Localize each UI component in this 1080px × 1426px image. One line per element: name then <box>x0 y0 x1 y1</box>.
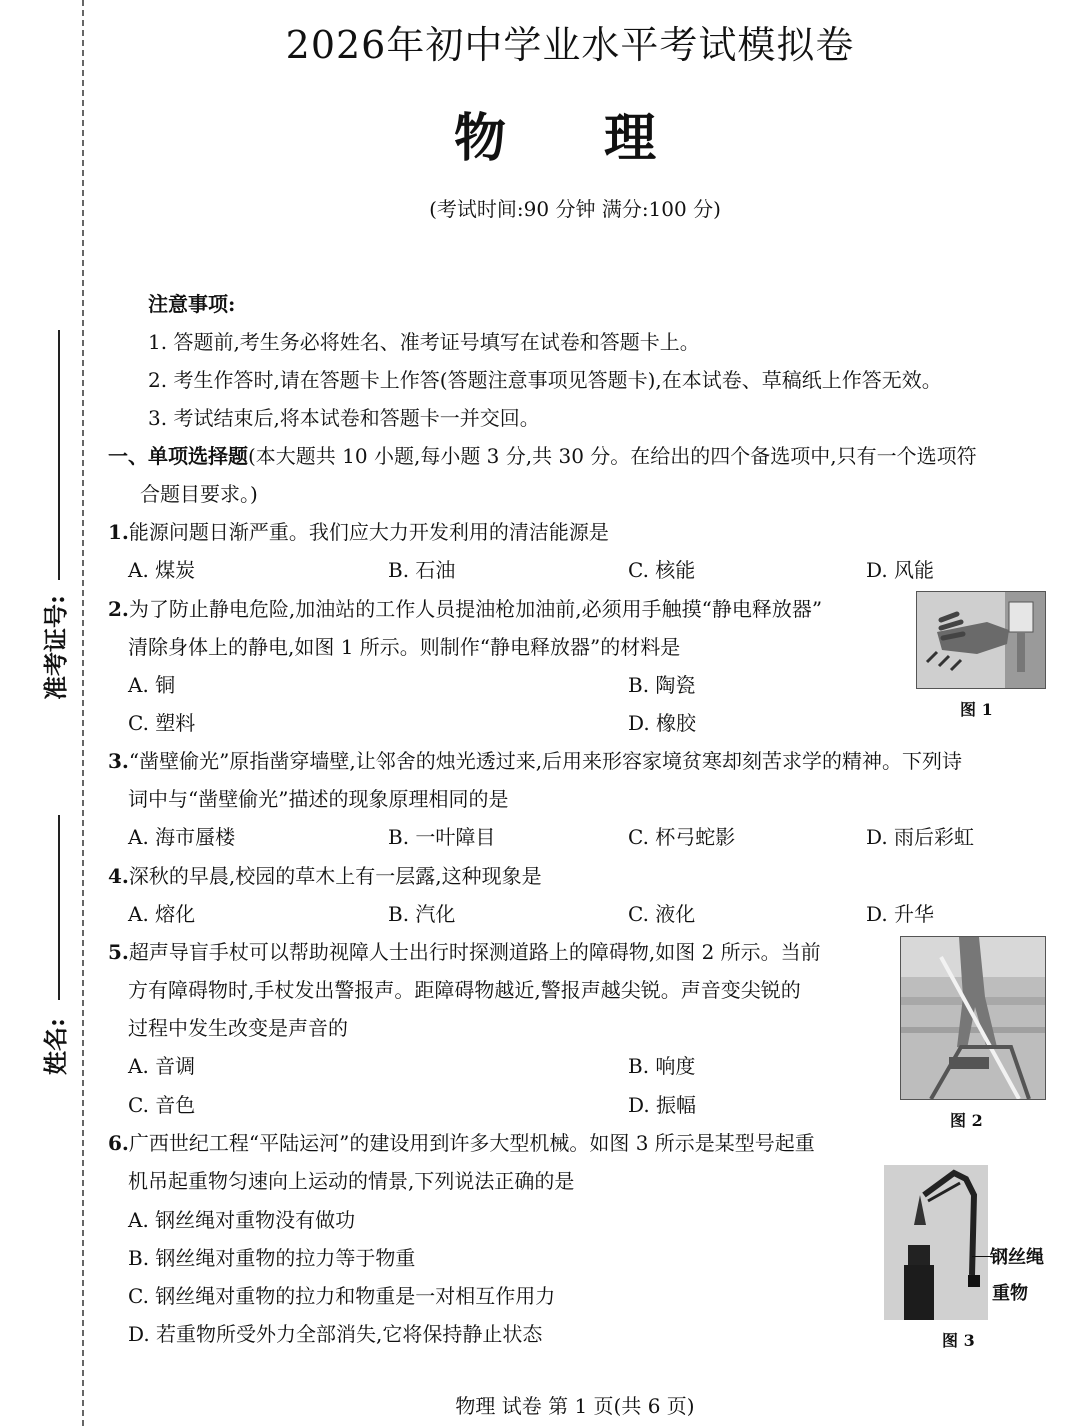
q1-option-b: B. 石油 <box>388 558 456 582</box>
question-number: 5. <box>108 940 129 964</box>
notice-heading: 注意事项: <box>148 292 236 316</box>
q1-option-c: C. 核能 <box>628 558 696 582</box>
q6-stem-cont: 机吊起重物匀速向上运动的情景,下列说法正确的是 <box>128 1169 575 1193</box>
figure-1-image <box>916 591 1046 689</box>
figure-2-image <box>900 936 1046 1100</box>
exam-title: 2026年初中学业水平考试模拟卷 <box>285 23 855 67</box>
question-stem: 广西世纪工程“平陆运河”的建设用到许多大型机械。如图 3 所示是某型号起重 <box>128 1131 815 1155</box>
q5-stem-cont-2: 过程中发生改变是声音的 <box>128 1016 348 1040</box>
question-stem: 为了防止静电危险,加油站的工作人员提油枪加油前,必须用手触摸“静电释放器” <box>128 597 823 621</box>
notice-item-3: 3. 考试结束后,将本试卷和答题卡一并交回。 <box>148 406 540 430</box>
question-number: 4. <box>108 864 129 888</box>
question-stem: 超声导盲手杖可以帮助视障人士出行时探测道路上的障碍物,如图 2 所示。当前 <box>128 940 821 964</box>
figure-2-caption: 图 2 <box>950 1111 983 1130</box>
section-description-cont: 合题目要求。) <box>140 482 258 506</box>
exam-info: (考试时间:90 分钟 满分:100 分) <box>429 197 721 221</box>
crane-lifting-weight-illustration <box>884 1165 988 1320</box>
q2-option-b: B. 陶瓷 <box>628 673 696 697</box>
question-3 <box>108 745 962 774</box>
q2-option-a: A. 铜 <box>128 673 176 697</box>
q1-option-d: D. 风能 <box>866 558 935 582</box>
q2-option-d: D. 橡胶 <box>628 711 697 735</box>
q4-option-c: C. 液化 <box>628 902 696 926</box>
name-label: 姓名: <box>41 1018 70 1075</box>
figure-3-caption: 图 3 <box>942 1331 975 1350</box>
q6-option-a: A. 钢丝绳对重物没有做功 <box>128 1208 356 1232</box>
q2-stem-cont: 清除身体上的静电,如图 1 所示。则制作“静电释放器”的材料是 <box>128 635 681 659</box>
id-number-label: 准考证号: <box>41 595 70 700</box>
q5-stem-cont-1: 方有障碍物时,手杖发出警报声。距障碍物越近,警报声越尖锐。声音变尖锐的 <box>128 978 801 1002</box>
q6-option-b: B. 钢丝绳对重物的拉力等于物重 <box>128 1246 416 1270</box>
q5-option-c: C. 音色 <box>128 1093 196 1117</box>
figure-3-label-weight: 重物 <box>992 1283 1028 1304</box>
rope-leader-line <box>972 1256 992 1257</box>
page-footer: 物理 试卷 第 1 页(共 6 页) <box>455 1394 695 1418</box>
question-4 <box>108 860 542 889</box>
q6-option-d: D. 若重物所受外力全部消失,它将保持静止状态 <box>128 1322 543 1346</box>
notice-item-2: 2. 考生作答时,请在答题卡上作答(答题注意事项见答题卡),在本试卷、草稿纸上作答无效。 <box>148 368 942 392</box>
question-stem: 能源问题日渐严重。我们应大力开发利用的清洁能源是 <box>128 520 609 544</box>
section-description: (本大题共 10 小题,每小题 3 分,共 30 分。在给出的四个备选项中,只有一个选项符 <box>248 444 977 468</box>
question-1 <box>108 516 609 545</box>
figure-3-image <box>884 1165 988 1320</box>
q3-option-d: D. 雨后彩虹 <box>866 825 975 849</box>
q3-stem-cont: 词中与“凿壁偷光”描述的现象原理相同的是 <box>128 787 509 811</box>
notice-item-1: 1. 答题前,考生务必将姓名、准考证号填写在试卷和答题卡上。 <box>148 330 700 354</box>
question-stem: 深秋的早晨,校园的草木上有一层露,这种现象是 <box>128 864 542 888</box>
id-number-write-line <box>58 330 60 580</box>
q1-option-a: A. 煤炭 <box>128 558 196 582</box>
q2-option-c: C. 塑料 <box>128 711 196 735</box>
question-5 <box>108 936 821 965</box>
q3-option-c: C. 杯弓蛇影 <box>628 825 736 849</box>
question-6 <box>108 1127 815 1156</box>
hand-touching-discharger-illustration <box>917 592 1045 688</box>
question-number: 1. <box>108 520 129 544</box>
question-stem: “凿壁偷光”原指凿穿墙壁,让邻舍的烛光透过来,后用来形容家境贫寒却刻苦求学的精神。下列诗 <box>128 749 963 773</box>
q5-option-a: A. 音调 <box>128 1054 196 1078</box>
subject-title: 物 理 <box>453 108 697 169</box>
q5-option-b: B. 响度 <box>628 1054 696 1078</box>
blind-cane-walking-illustration <box>901 937 1045 1099</box>
figure-1-caption: 图 1 <box>960 700 993 719</box>
q3-option-b: B. 一叶障目 <box>388 825 496 849</box>
question-number: 2. <box>108 597 129 621</box>
section-title: 一、单项选择题 <box>108 444 248 468</box>
q3-option-a: A. 海市蜃楼 <box>128 825 236 849</box>
question-number: 6. <box>108 1131 129 1155</box>
q4-option-d: D. 升华 <box>866 902 935 926</box>
question-number: 3. <box>108 749 129 773</box>
q5-option-d: D. 振幅 <box>628 1093 697 1117</box>
section-heading <box>108 440 977 469</box>
question-2 <box>108 593 822 622</box>
q4-option-a: A. 熔化 <box>128 902 196 926</box>
q4-option-b: B. 汽化 <box>388 902 456 926</box>
q6-option-c: C. 钢丝绳对重物的拉力和物重是一对相互作用力 <box>128 1284 556 1308</box>
name-write-line <box>58 815 60 1000</box>
figure-3-label-rope: 钢丝绳 <box>990 1247 1044 1268</box>
